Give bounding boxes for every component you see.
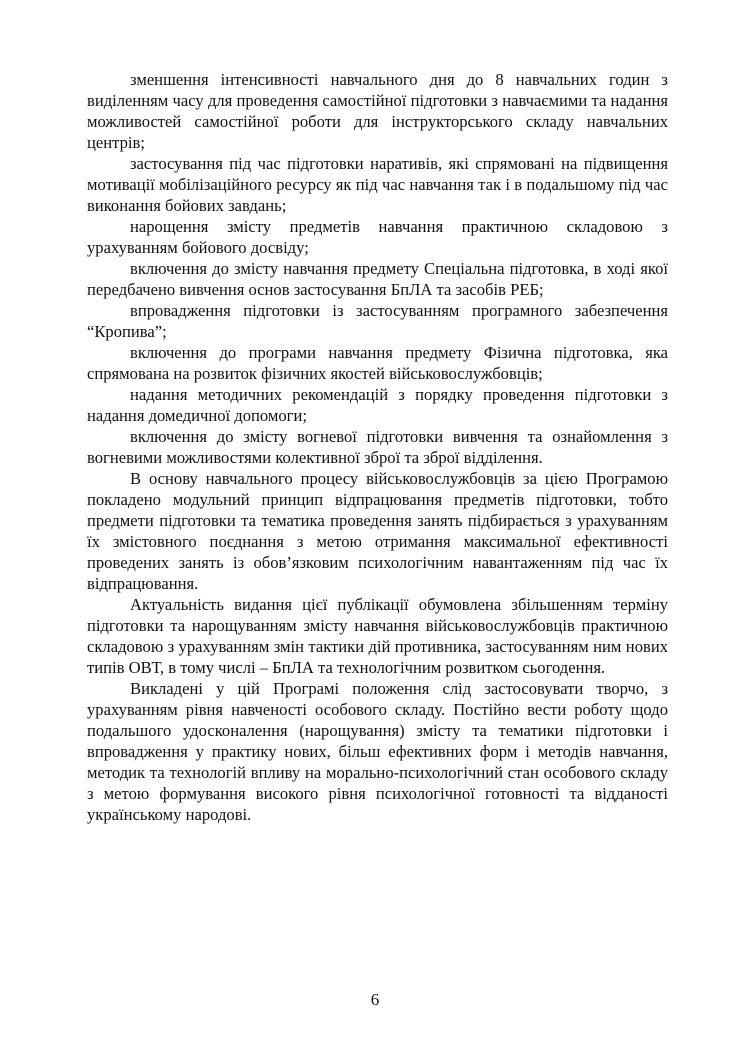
paragraph: зменшення інтенсивності навчального дня до 8 навчальних годин з виділенням часу для проведення самостійної підготовки з навчаємими та надання можливостей самостійної роботи для інструкторського складу навчальних центрів; bbox=[87, 70, 668, 152]
paragraph: нарощення змісту предметів навчання практичною складовою з урахуванням бойового досвіду; bbox=[87, 217, 668, 257]
paragraph: застосування під час підготовки наративів, які спрямовані на підвищення мотивації мобілізаційного ресурсу як під час навчання так і в подальшому під час виконання бойових завдань; bbox=[87, 154, 668, 215]
page-number: 6 bbox=[370, 990, 380, 1009]
paragraph: включення до змісту вогневої підготовки вивчення та ознайомлення з вогневими можливостями колективної зброї та зброї відділення. bbox=[87, 427, 668, 467]
paragraph: Актуальність видання цієї публікації обумовлена збільшенням терміну підготовки та нарощуванням змісту навчання військовослужбовців практичною складовою з урахуванням змін тактики дій противника, застосуванням ним нових типів ОВТ, в тому числі – БпЛА та технологічним розвитком сьогодення. bbox=[87, 595, 668, 677]
paragraph: Викладені у цій Програмі положення слід застосовувати творчо, з урахуванням рівня навченості особового складу. Постійно вести роботу щодо подальшого удосконалення (нарощування) змісту та тематики підготовки і впровадження у практику нових, більш ефективних форм і методів навчання, методик та технологій впливу на морально-психологічний стан особового складу з метою формування високого рівня психологічної готовності та відданості українському народові. bbox=[87, 679, 668, 824]
paragraph: включення до змісту навчання предмету Спеціальна підготовка, в ході якої передбачено вивчення основ застосування БпЛА та засобів РЕБ; bbox=[87, 259, 668, 299]
paragraph: впровадження підготовки із застосуванням програмного забезпечення “Кропива”; bbox=[87, 301, 668, 341]
paragraph: включення до програми навчання предмету Фізична підготовка, яка спрямована на розвиток фізичних якостей військовослужбовців; bbox=[87, 343, 668, 383]
paragraph: надання методичних рекомендацій з порядку проведення підготовки з надання домедичної допомоги; bbox=[87, 385, 668, 425]
paragraph: В основу навчального процесу військовослужбовців за цією Програмою покладено модульний принцип відпрацювання предметів підготовки, тобто предмети підготовки та тематика проведення занять підбирається з урахуванням їх змістовного поєднання з метою отримання максимальної ефективності проведених занять із обов’язковим психологічним навантаженням під час їх відпрацювання. bbox=[87, 469, 668, 593]
body-text bbox=[87, 69, 668, 825]
